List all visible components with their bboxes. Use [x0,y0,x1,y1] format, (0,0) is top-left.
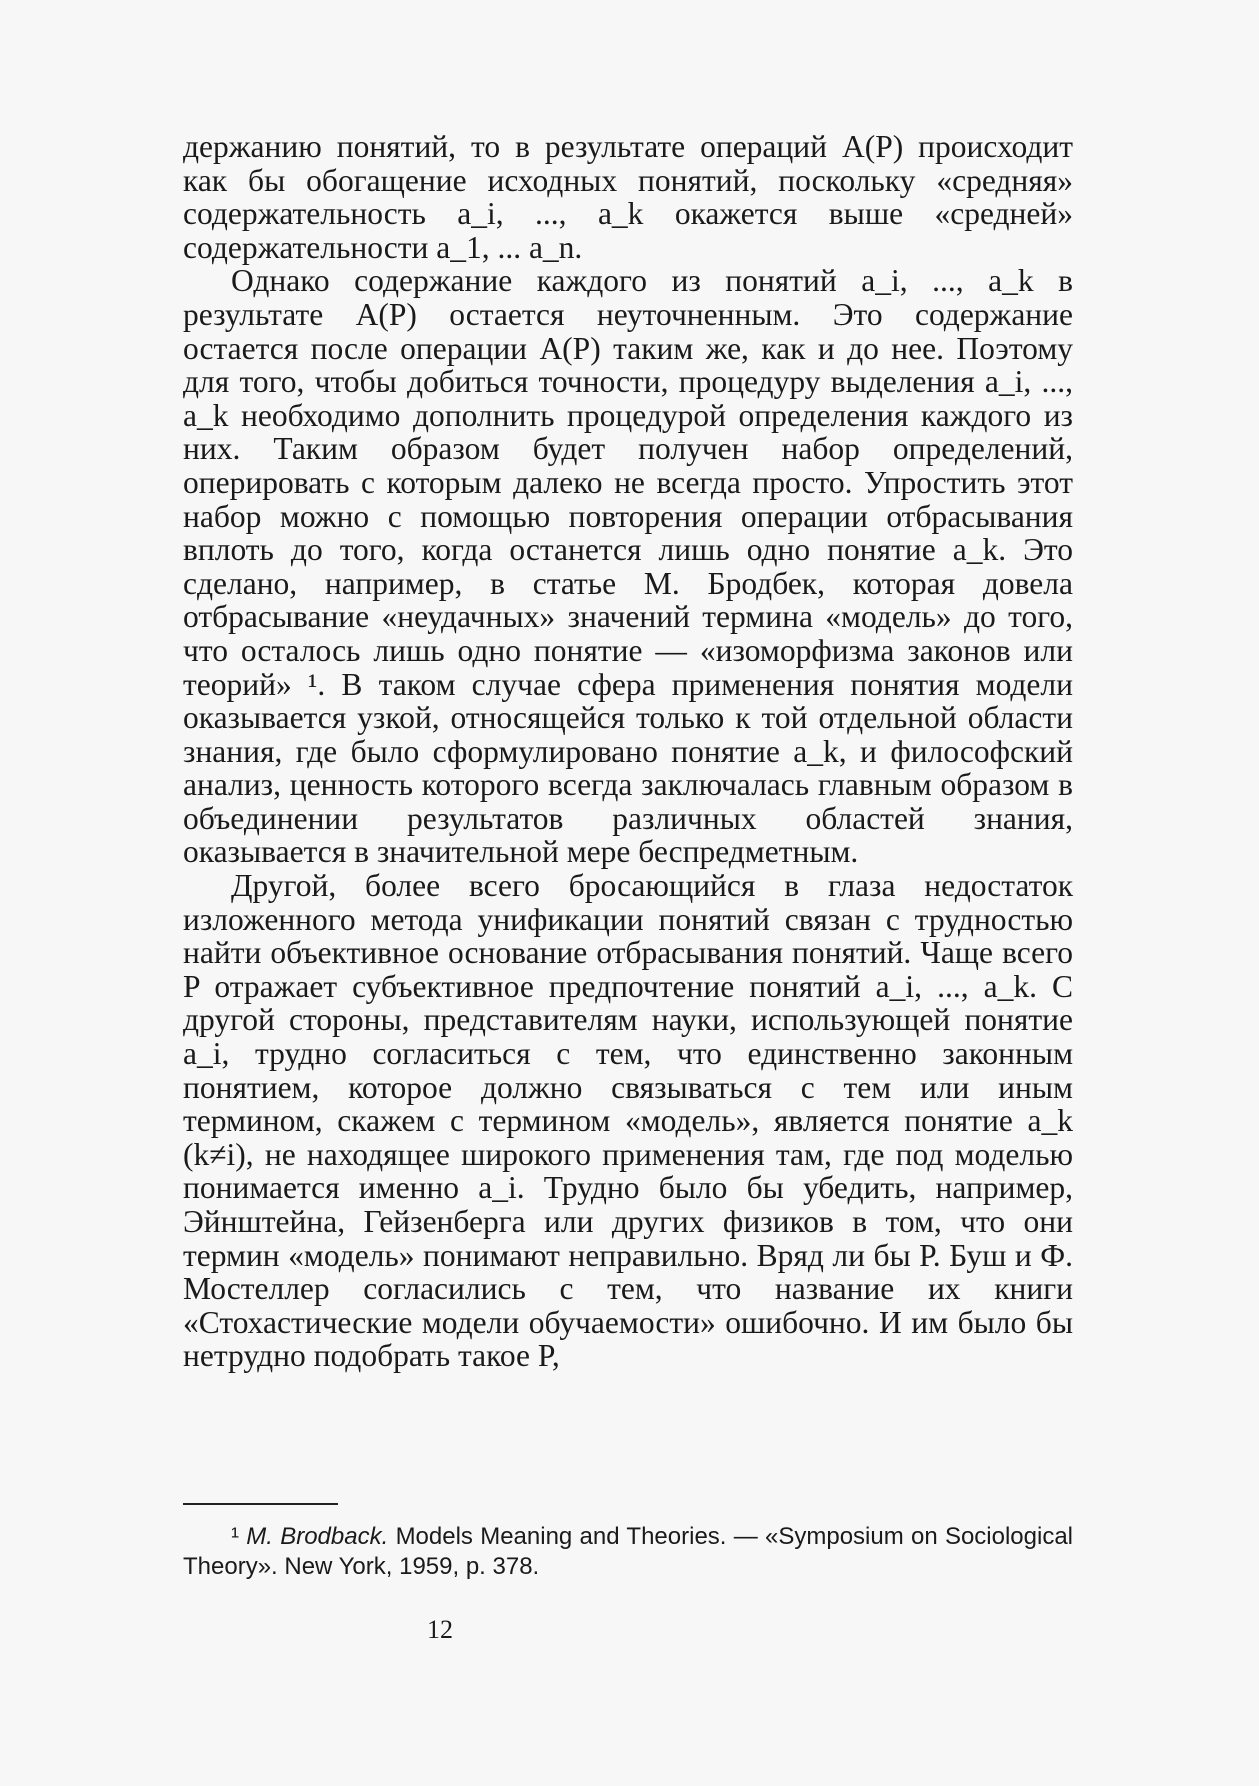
paragraph-2-text: Однако содержание каждого из понятий a_i, ..., a_k в результате A(P) остается неуточненным. Это содержание остается после операции A(P) таким же, как и до нее. Поэтому для того, чтобы добиться точности, процедуру выделения a_i, ..., a_k необходимо дополнить процедурой определения каждого из них. Таким образом будет получен набор определений, оперировать с которым далеко не всегда просто. Упростить этот набор можно с помощью повторения операции отбрасывания вплоть до того, когда останется лишь одно понятие a_k. Это сделано, например, в статье М. Бродбек, которая довела отбрасывание «неудачных» значений термина «модель» до того, что осталось лишь одно понятие — «изоморфизма законов или теорий» ¹. В таком случае сфера применения понятия модели оказывается узкой, относящейся только к той отдельной области знания, где было сформулировано понятие a_k, и философский анализ, ценность которого всегда заключалась главным образом в объединении результатов различных областей знания, оказывается в значительной мере беспредметным. [183,263,1073,870]
paragraph [183,869,1073,1373]
paragraph-continuation [183,130,1073,264]
main-text [183,130,1073,1373]
footnote-marker: ¹ [231,1523,239,1550]
paragraph [183,264,1073,869]
footnote-author: M. Brodback. [246,1523,389,1550]
paragraph-1-text: держанию понятий, то в результате операций A(P) происходит как бы обогащение исходных понятий, поскольку «средняя» содержательность a_i, ..., a_k окажется выше «средней» содержательности a_1, ... a_n. [183,129,1073,265]
footnote-divider [183,1503,338,1505]
footnote [183,1522,1073,1582]
footnote-text: Models Meaning and Theories. — «Symposium on Sociological Theory». New York, 1959, p. 378. [183,1523,1074,1580]
page-number: 12 [427,1615,453,1644]
paragraph-3-text: Другой, более всего бросающийся в глаза недостаток изложенного метода унификации понятий связан с трудностью найти объективное основание отбрасывания понятий. Чаще всего P отражает субъективное предпочтение понятий a_i, ..., a_k. С другой стороны, представителям науки, использующей понятие a_i, трудно согласиться с тем, что единственно законным понятием, которое должно связываться с тем или иным термином, скажем с термином «модель», является понятие a_k (k≠i), не находящее широкого применения там, где под моделью понимается именно a_i. Трудно было бы убедить, например, Эйнштейна, Гейзенберга или других физиков в том, что они термин «модель» понимают неправильно. Вряд ли бы Р. Буш и Ф. Мостеллер согласились с тем, что название их книги «Стохастические модели обучаемости» ошибочно. И им было бы нетрудно подобрать такое P, [183,868,1073,1374]
